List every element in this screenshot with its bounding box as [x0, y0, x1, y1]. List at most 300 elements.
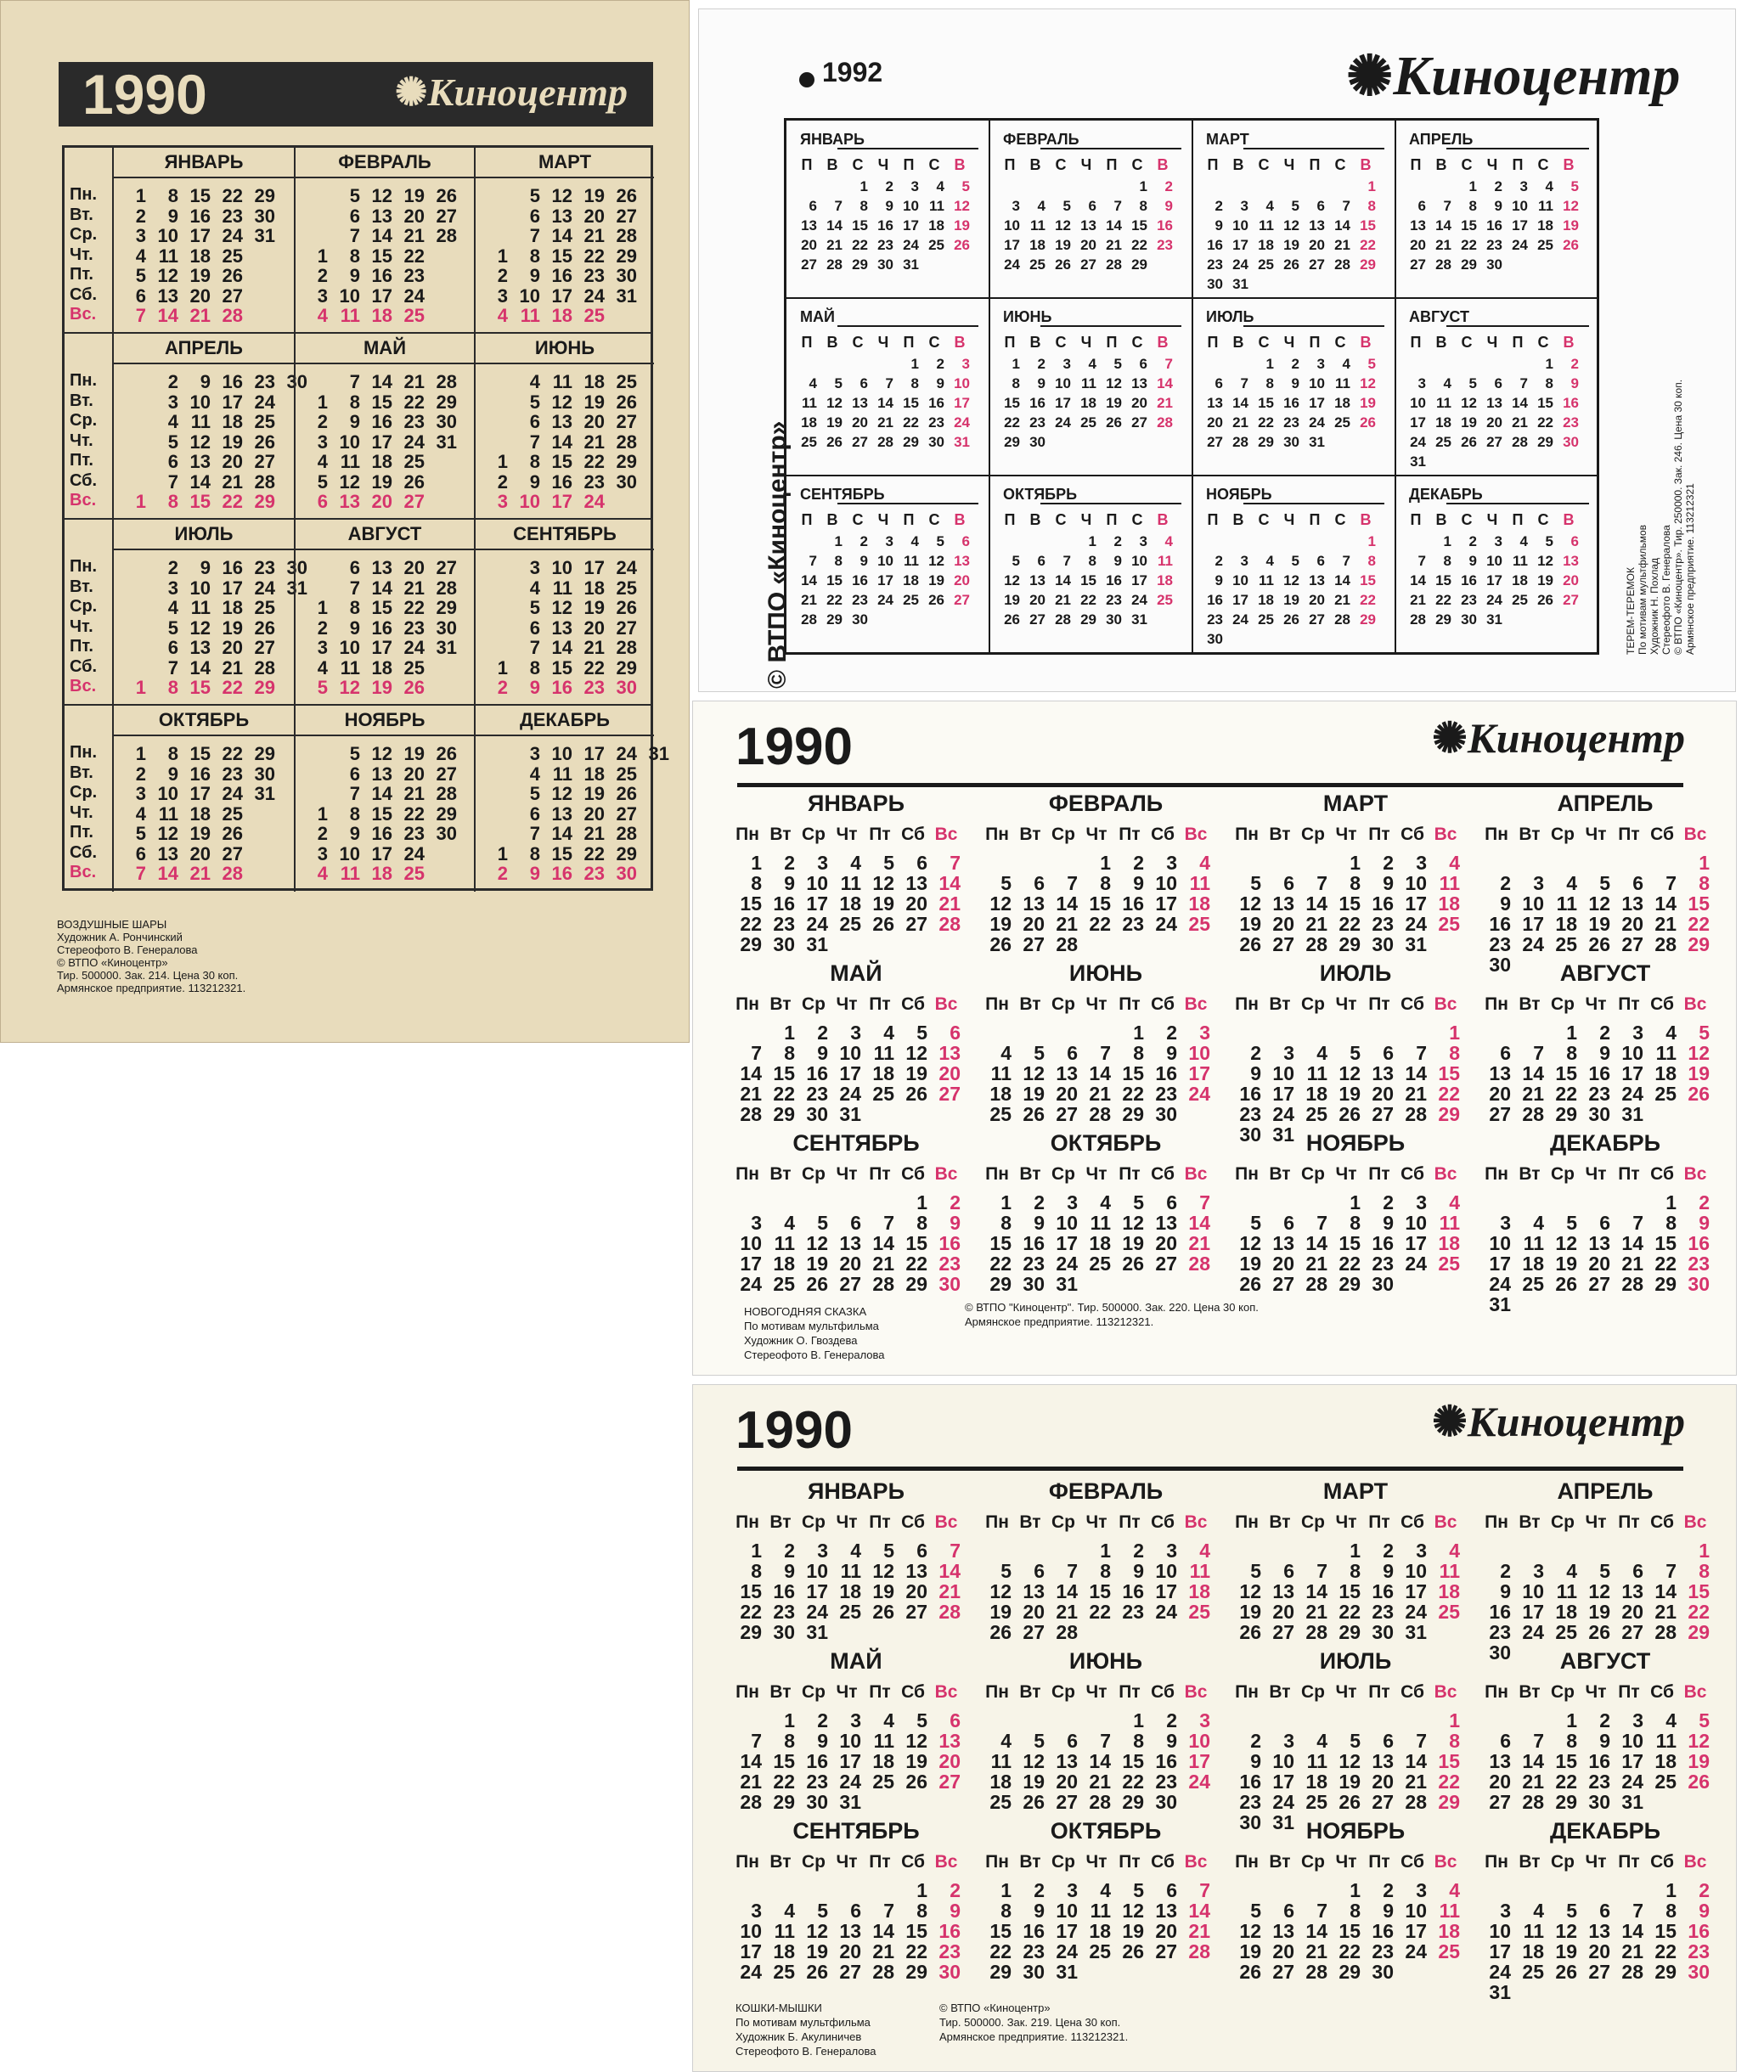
day-number: 18: [1305, 1771, 1327, 1793]
day-number: 30: [254, 763, 275, 785]
day-number: 9: [1215, 572, 1223, 588]
day-number: 29: [254, 677, 275, 698]
day-number: 24: [1489, 1961, 1511, 1983]
day-number: 7: [135, 863, 146, 884]
month-block: [786, 121, 990, 299]
day-number: 27: [1372, 1791, 1394, 1813]
weekday-header: Пн: [1485, 1164, 1508, 1184]
day-number: 26: [1338, 1791, 1361, 1813]
weekday-header: В: [954, 511, 966, 528]
day-number: 4: [1449, 1191, 1460, 1213]
day-number: 3: [317, 431, 328, 453]
day-number: 12: [1023, 1750, 1045, 1772]
quarter-band: [65, 334, 651, 520]
day-number: 11: [340, 656, 360, 678]
day-number: 27: [1131, 414, 1147, 431]
day-number: 17: [1056, 1232, 1078, 1254]
weekday-header: Сб: [1400, 1512, 1424, 1532]
day-number: 3: [317, 842, 328, 864]
day-number: 11: [774, 1920, 795, 1942]
day-number: 2: [950, 1191, 961, 1213]
day-number: 20: [1207, 414, 1223, 431]
weekday-column: [65, 334, 114, 518]
day-number: 14: [1157, 375, 1173, 391]
day-number: 13: [371, 557, 392, 578]
day-number: 20: [1621, 1601, 1643, 1623]
day-number: 15: [905, 1232, 927, 1254]
day-number: 10: [877, 553, 893, 569]
day-number: 29: [826, 611, 843, 628]
weekday-label: Чт.: [70, 617, 93, 636]
day-number: 25: [1188, 913, 1210, 935]
day-number: 16: [928, 395, 944, 411]
day-number: 26: [826, 434, 843, 450]
card-credits-right: © ВТПО «Киноцентр» Тир. 500000. Зак. 219. Цена 30 коп. Армянское предприятие. 113212321.: [939, 2002, 1129, 2043]
day-number: 28: [740, 1103, 762, 1125]
day-number: 23: [806, 1083, 828, 1105]
day-number: 8: [859, 198, 868, 214]
day-number: 28: [826, 256, 843, 273]
weekday-header: Сб: [1151, 1512, 1175, 1532]
day-number: 22: [403, 597, 425, 618]
day-number: 23: [403, 823, 425, 844]
day-number: 7: [885, 375, 893, 391]
title-underline: [837, 325, 978, 327]
day-number: 5: [1113, 356, 1122, 372]
day-number: 10: [1272, 1750, 1294, 1772]
day-number: 1: [1350, 1540, 1361, 1562]
day-number: 27: [1272, 1621, 1294, 1643]
day-number: 15: [1360, 572, 1376, 588]
day-number: 6: [1383, 1042, 1394, 1064]
day-number: 25: [1305, 1791, 1327, 1813]
day-number: 27: [1489, 1791, 1511, 1813]
day-number: 13: [1155, 1212, 1177, 1234]
day-number: 14: [1305, 1580, 1327, 1602]
day-number: 30: [1029, 434, 1045, 450]
day-number: 2: [317, 411, 328, 432]
day-number: 23: [403, 617, 425, 639]
day-number: 25: [403, 451, 425, 472]
title-underline: [1040, 503, 1181, 504]
day-number: 7: [1199, 1879, 1210, 1901]
day-number: 8: [1566, 1042, 1577, 1064]
day-number: 26: [1023, 1791, 1045, 1813]
month-block: [786, 298, 990, 476]
month-block: [1192, 298, 1396, 476]
day-number: 8: [349, 802, 360, 825]
day-number: 10: [339, 284, 360, 307]
day-number: 26: [1239, 1621, 1261, 1643]
day-number: 28: [222, 305, 243, 326]
day-number: 30: [1106, 611, 1122, 628]
day-number: 27: [1410, 256, 1426, 273]
weekday-header: Ср: [1301, 994, 1325, 1014]
day-number: 23: [222, 763, 243, 785]
day-number: 24: [222, 225, 243, 246]
day-number: 25: [839, 913, 861, 935]
day-number: 13: [189, 451, 211, 472]
day-number: 12: [1360, 375, 1376, 391]
weekday-header: Ч: [1283, 156, 1295, 173]
day-number: 3: [1632, 1022, 1643, 1044]
day-number: 3: [135, 225, 146, 246]
day-number: 1: [859, 178, 868, 194]
day-number: 12: [1537, 553, 1553, 569]
weekday-header: Вс: [1184, 994, 1208, 1014]
day-number: 31: [616, 284, 637, 307]
day-number: 1: [1133, 1022, 1144, 1044]
weekday-header: Пт: [1119, 1512, 1141, 1532]
day-number: 26: [1122, 1940, 1144, 1962]
day-number: 10: [339, 431, 360, 453]
day-number: 10: [1405, 1212, 1427, 1234]
day-number: 14: [371, 225, 392, 246]
weekday-header: Вс: [1434, 825, 1457, 844]
day-number: 23: [928, 414, 944, 431]
day-number: 29: [905, 1961, 927, 1983]
day-number: 20: [371, 491, 392, 512]
weekday-header: С: [1461, 511, 1473, 528]
day-number: 15: [1089, 1580, 1111, 1602]
day-number: 24: [1522, 1621, 1544, 1643]
day-number: 4: [1265, 553, 1274, 569]
weekday-label: Вс.: [70, 305, 97, 324]
day-number: 25: [1258, 611, 1274, 628]
day-number: 26: [222, 823, 243, 844]
day-number: 29: [436, 597, 457, 618]
day-number: 15: [551, 656, 572, 678]
weekday-header: С: [928, 334, 940, 351]
weekday-header: Сб: [1650, 1852, 1674, 1872]
weekday-header: В: [1360, 156, 1372, 173]
day-number: 15: [1131, 217, 1147, 234]
day-number: 8: [529, 656, 540, 678]
day-number: 3: [1062, 356, 1071, 372]
day-number: 23: [1372, 1601, 1394, 1623]
weekday-header: Ср: [1051, 994, 1075, 1014]
day-number: 29: [1338, 1273, 1361, 1295]
day-number: 15: [773, 1062, 795, 1084]
weekday-header: В: [1157, 511, 1169, 528]
weekday-header: Пт: [869, 1682, 891, 1702]
day-number: 10: [806, 1560, 828, 1582]
day-number: 1: [497, 842, 508, 864]
day-number: 25: [1537, 237, 1553, 253]
day-number: 11: [1439, 1560, 1460, 1582]
day-number: 22: [583, 656, 605, 678]
month-title: МАРТ: [476, 148, 654, 178]
day-number: 17: [583, 557, 605, 578]
weekday-header: Ч: [1080, 511, 1092, 528]
day-number: 16: [877, 217, 893, 234]
day-number: 28: [616, 225, 637, 246]
day-number: 23: [1029, 414, 1045, 431]
day-number: 16: [806, 1062, 828, 1084]
day-number: 19: [1688, 1750, 1710, 1772]
day-number: 30: [1372, 933, 1394, 955]
day-number: 24: [1309, 414, 1325, 431]
day-number: 7: [167, 656, 178, 678]
weekday-header: Пт: [1119, 994, 1141, 1014]
day-number: 18: [773, 1940, 795, 1962]
day-number: 27: [1372, 1103, 1394, 1125]
day-number: 15: [989, 1920, 1012, 1942]
day-number: 29: [1435, 611, 1451, 628]
day-number: 2: [135, 205, 146, 227]
day-number: 17: [806, 892, 828, 915]
day-number: 23: [1155, 1771, 1177, 1793]
day-number: 4: [1088, 356, 1096, 372]
day-number: 25: [928, 237, 944, 253]
day-number: 18: [1089, 1232, 1111, 1254]
day-number: 17: [1522, 1601, 1544, 1623]
day-number: 7: [529, 431, 540, 453]
day-number: 14: [877, 395, 893, 411]
day-number: 14: [938, 872, 961, 894]
day-number: 3: [961, 356, 970, 372]
day-number: 17: [1405, 1580, 1427, 1602]
day-number: 12: [371, 743, 392, 764]
day-number: 10: [1621, 1042, 1643, 1064]
weekday-header: Чт: [1335, 1512, 1357, 1532]
day-number: 13: [1309, 217, 1325, 234]
weekday-header: Пн: [735, 1852, 759, 1872]
day-number: 13: [839, 1920, 861, 1942]
day-number: 17: [371, 842, 392, 864]
day-number: 19: [826, 414, 843, 431]
day-number: 22: [1688, 913, 1710, 935]
day-number: 17: [1232, 237, 1248, 253]
day-number: 2: [859, 533, 868, 549]
day-number: 21: [403, 783, 425, 804]
day-number: 11: [929, 198, 944, 214]
day-number: 24: [1486, 592, 1502, 608]
day-number: 3: [529, 557, 540, 578]
day-number: 22: [1360, 237, 1376, 253]
day-number: 1: [916, 1191, 927, 1213]
weekday-header: Сб: [1650, 825, 1674, 844]
day-number: 20: [1588, 1253, 1610, 1275]
day-number: 5: [1545, 533, 1553, 549]
title-underline: [1243, 148, 1384, 149]
day-number: 19: [905, 1750, 927, 1772]
day-number: 6: [1067, 1730, 1078, 1752]
day-number: 3: [1012, 198, 1020, 214]
day-number: 15: [1461, 217, 1477, 234]
day-number: 3: [1166, 852, 1177, 874]
day-number: 12: [157, 265, 178, 286]
day-number: 9: [817, 1042, 828, 1064]
day-number: 19: [1537, 572, 1553, 588]
card-credits: ТЕРЕМ-ТЕРЕМОК По мотивам мультфильмов Художник Н. Похлад Стереофото В. Генералова © ВТПО «Киноцентр». Тир. 250000. Зак. 246. Цена 30 коп. Армянское предприятие. 113212321: [1625, 379, 1696, 655]
day-number: 28: [616, 431, 637, 453]
day-number: 25: [1522, 1961, 1544, 1983]
weekday-label: Вс.: [70, 677, 97, 695]
day-number: 23: [222, 205, 243, 227]
day-number: 4: [529, 371, 540, 392]
day-number: 18: [928, 217, 944, 234]
day-number: 1: [135, 677, 146, 698]
weekday-label: Пт.: [70, 265, 93, 284]
weekday-header: Пн: [1485, 825, 1508, 844]
day-number: 18: [1555, 913, 1577, 935]
weekday-header: В: [1232, 511, 1244, 528]
day-number: 3: [910, 178, 919, 194]
weekday-header: П: [1309, 511, 1321, 528]
weekday-header: Ср: [1051, 1852, 1075, 1872]
day-number: 21: [583, 637, 605, 658]
day-number: 22: [1338, 1601, 1361, 1623]
day-number: 9: [1133, 1560, 1144, 1582]
day-number: 9: [1500, 1580, 1511, 1602]
day-number: 4: [936, 178, 944, 194]
day-number: 2: [1166, 1022, 1177, 1044]
day-number: 6: [1316, 553, 1325, 569]
day-number: 27: [1621, 933, 1643, 955]
card-credits-left: КОШКИ-МЫШКИ По мотивам мультфильма Художник Б. Акулиничев Стереофото В. Генералова: [735, 2002, 876, 2058]
day-number: 9: [1250, 1750, 1261, 1772]
day-number: 1: [751, 852, 762, 874]
day-number: 26: [1122, 1253, 1144, 1275]
day-number: 22: [1360, 592, 1376, 608]
day-number: 18: [371, 656, 392, 678]
day-number: 18: [1438, 892, 1460, 915]
day-number: 28: [1405, 1103, 1427, 1125]
day-number: 1: [1100, 1540, 1111, 1562]
weekday-header: Сб: [901, 1512, 925, 1532]
day-number: 15: [1338, 1920, 1361, 1942]
day-number: 13: [954, 553, 970, 569]
day-number: 10: [740, 1920, 762, 1942]
day-number: 26: [616, 597, 637, 618]
day-number: 11: [1513, 553, 1528, 569]
weekday-header: П: [1106, 334, 1118, 351]
day-number: 7: [529, 823, 540, 844]
day-number: 4: [1316, 1042, 1327, 1064]
day-number: 15: [905, 1920, 927, 1942]
weekday-header: Вт: [769, 1682, 792, 1702]
day-number: 7: [1062, 553, 1071, 569]
month-title: ДЕКАБРЬ: [1409, 486, 1483, 503]
day-number: 3: [135, 783, 146, 804]
day-number: 8: [784, 1042, 795, 1064]
weekday-header: П: [1207, 511, 1219, 528]
day-number: 6: [135, 842, 146, 864]
day-number: 28: [877, 434, 893, 450]
day-number: 27: [1272, 1273, 1294, 1295]
day-number: 15: [189, 743, 211, 764]
weekday-header: Ч: [1486, 334, 1498, 351]
day-number: 24: [877, 592, 893, 608]
day-number: 21: [1188, 1920, 1210, 1942]
day-number: 14: [1089, 1062, 1111, 1084]
day-number: 15: [1080, 572, 1096, 588]
logo-text: Киноцентр: [1467, 1398, 1685, 1445]
day-number: 25: [1188, 1601, 1210, 1623]
weekday-header: Вс: [1434, 1682, 1457, 1702]
day-number: 18: [1157, 572, 1173, 588]
day-number: 21: [801, 592, 817, 608]
day-number: 8: [1665, 1900, 1677, 1922]
day-number: 24: [839, 1083, 861, 1105]
day-number: 29: [254, 185, 275, 206]
day-number: 3: [850, 1022, 861, 1044]
day-number: 24: [616, 743, 637, 764]
day-number: 28: [938, 913, 961, 935]
day-number: 24: [403, 431, 425, 453]
day-number: 23: [1489, 1621, 1511, 1643]
day-number: 4: [1533, 1900, 1544, 1922]
day-number: 16: [773, 892, 795, 915]
weekday-header: Ср: [1051, 1682, 1075, 1702]
day-number: 15: [1555, 1062, 1577, 1084]
day-number: 13: [1272, 892, 1294, 915]
day-number: 9: [1291, 375, 1299, 391]
day-number: 16: [1155, 1062, 1177, 1084]
weekday-column: [65, 520, 114, 704]
day-number: 7: [1240, 375, 1248, 391]
month-title: МАЙ: [296, 334, 474, 364]
day-number: 11: [1523, 1920, 1544, 1942]
day-number: 18: [1654, 1750, 1677, 1772]
kinocentr-logo: [1346, 43, 1680, 110]
weekday-header: В: [1563, 156, 1575, 173]
day-number: 26: [1555, 1273, 1577, 1295]
month-title: ОКТЯБРЬ: [114, 706, 294, 736]
day-number: 20: [801, 237, 817, 253]
day-number: 20: [839, 1253, 861, 1275]
weekday-header: Вт: [1519, 1682, 1541, 1702]
weekday-header: Пн: [985, 1164, 1009, 1184]
day-number: 2: [497, 265, 508, 286]
day-number: 1: [317, 597, 328, 618]
day-number: 2: [497, 677, 508, 698]
day-number: 26: [1239, 1961, 1261, 1983]
day-number: 22: [222, 743, 243, 764]
day-number: 16: [1489, 1601, 1511, 1623]
day-number: 11: [520, 305, 540, 326]
day-number: 17: [1188, 1750, 1210, 1772]
day-number: 12: [189, 431, 211, 453]
logo-text: Киноцентр: [1393, 45, 1681, 107]
day-number: 13: [1272, 1920, 1294, 1942]
weekday-header: Пн: [1235, 1164, 1259, 1184]
weekday-label: Сб.: [70, 284, 98, 304]
day-number: 12: [1461, 395, 1477, 411]
day-number: 11: [1439, 872, 1460, 894]
day-number: 30: [1239, 1123, 1261, 1146]
day-number: 3: [1240, 553, 1248, 569]
day-number: 30: [436, 617, 457, 639]
day-number: 18: [1537, 217, 1553, 234]
day-number: 16: [1372, 1232, 1394, 1254]
month-title: ИЮЛЬ: [1319, 1648, 1392, 1674]
day-number: 5: [1000, 872, 1012, 894]
day-number: 23: [583, 470, 605, 493]
day-number: 20: [1372, 1083, 1394, 1105]
weekday-header: Ч: [1283, 334, 1295, 351]
day-number: 21: [1305, 913, 1327, 935]
day-number: 30: [436, 823, 457, 844]
day-number: 2: [1250, 1042, 1261, 1064]
day-number: 12: [872, 872, 894, 894]
day-number: 30: [1372, 1621, 1394, 1643]
day-number: 6: [529, 411, 540, 432]
day-number: 8: [349, 391, 360, 413]
weekday-header: Вт: [1019, 1682, 1041, 1702]
day-number: 24: [403, 842, 425, 864]
